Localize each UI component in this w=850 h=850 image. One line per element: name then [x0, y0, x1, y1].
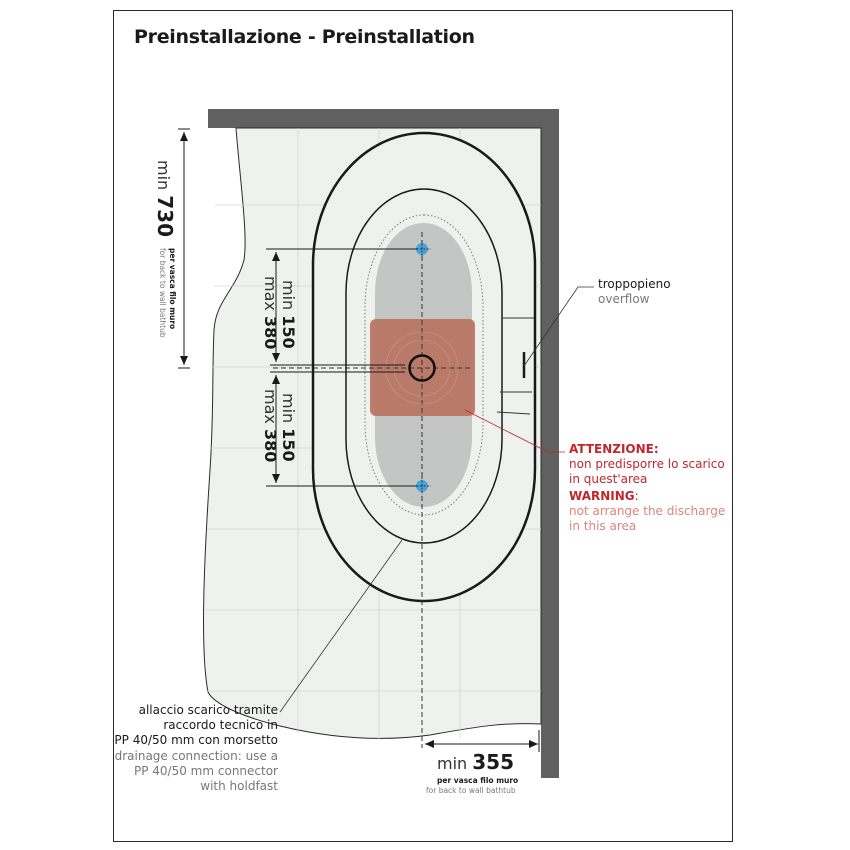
warning-title-en: WARNING — [569, 489, 635, 503]
depth-dimension-label: min 730 — [153, 160, 177, 238]
wall-offset-note-en: for back to wall bathtub — [426, 786, 516, 795]
depth-dimension-note: per vasca filo muro — [168, 248, 177, 330]
depth-dimension-note-en: for back to wall bathtub — [158, 248, 167, 338]
lower-drain-max-label: max 380 — [261, 389, 280, 463]
warning-title-en-colon: : — [634, 489, 639, 503]
wall-offset-label: min 355 — [437, 750, 515, 774]
drainage-line2-it: raccordo tecnico in — [163, 718, 278, 732]
drainage-line3-it: PP 40/50 mm con morsetto — [114, 733, 278, 747]
drainage-line1-it: allaccio scarico tramite — [138, 703, 278, 717]
warning-title-it: ATTENZIONE: — [569, 442, 659, 456]
warning-title-en-row — [569, 487, 639, 504]
overflow-label-en: overflow — [598, 292, 650, 306]
lower-drain-min-label: min 150 — [279, 393, 298, 462]
overflow-label-it: troppopieno — [598, 277, 671, 291]
upper-drain-max-label: max 380 — [261, 276, 280, 350]
wall-offset-note: per vasca filo muro — [437, 776, 519, 785]
page-title: Preinstallazione - Preinstallation — [134, 26, 475, 48]
drainage-line2-en: PP 40/50 mm connector — [134, 764, 278, 778]
warning-line1-en: not arrange the discharge — [569, 504, 726, 518]
drainage-line1-en: drainage connection: use a — [114, 749, 278, 763]
warning-line2-en: in this area — [569, 519, 637, 533]
upper-drain-min-label: min 150 — [279, 280, 298, 349]
warning-line1-it: non predisporre lo scarico — [569, 457, 725, 471]
warning-line2-it: in quest'area — [569, 472, 648, 486]
drainage-line3-en: with holdfast — [200, 779, 278, 793]
